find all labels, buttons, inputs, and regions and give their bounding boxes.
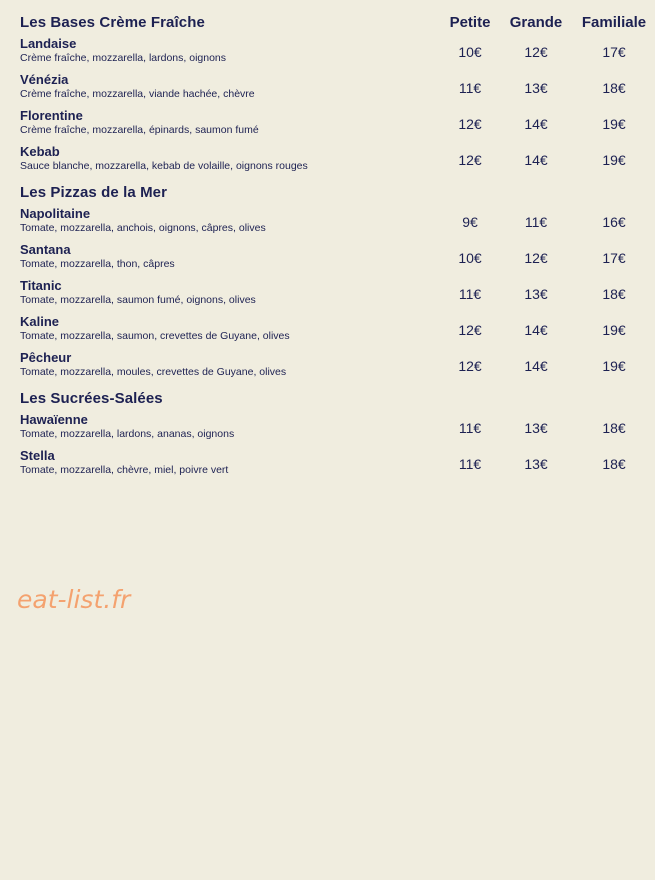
- menu-item: [0, 308, 655, 344]
- item-description: Tomate, mozzarella, saumon fumé, oignons, olives: [20, 294, 256, 306]
- menu-item: [0, 344, 655, 380]
- price-grande: 14€: [524, 358, 548, 374]
- price-familiale: 19€: [602, 322, 626, 338]
- price-petite: 11€: [458, 286, 482, 302]
- item-description: Sauce blanche, mozzarella, kebab de volaille, oignons rouges: [20, 160, 308, 172]
- price-petite: 11€: [458, 420, 482, 436]
- price-grande: 12€: [524, 250, 548, 266]
- menu-item: [0, 102, 655, 138]
- menu-item: [0, 66, 655, 102]
- section-title: Les Pizzas de la Mer: [20, 184, 168, 201]
- item-name: Florentine: [20, 108, 83, 123]
- item-name: Kebab: [20, 144, 60, 159]
- menu-item: [0, 272, 655, 308]
- item-name: Landaise: [20, 36, 77, 51]
- item-name: Kaline: [20, 314, 60, 329]
- menu-item: [0, 406, 655, 442]
- item-description: Tomate, mozzarella, moules, crevettes de Guyane, olives: [20, 366, 287, 378]
- item-description: Tomate, mozzarella, lardons, ananas, oignons: [20, 428, 235, 440]
- section-header: [0, 174, 655, 200]
- item-description: Tomate, mozzarella, saumon, crevettes de Guyane, olives: [20, 330, 290, 342]
- item-name: Napolitaine: [20, 206, 91, 221]
- price-grande: 13€: [524, 456, 548, 472]
- price-familiale: 18€: [602, 286, 626, 302]
- price-grande: 12€: [524, 44, 548, 60]
- item-name: Santana: [20, 242, 71, 257]
- price-petite: 12€: [458, 152, 482, 168]
- price-grande: 13€: [524, 286, 548, 302]
- price-familiale: 19€: [602, 152, 626, 168]
- price-familiale: 19€: [602, 358, 626, 374]
- item-description: Crème fraîche, mozzarella, lardons, oignons: [20, 52, 227, 64]
- price-petite: 10€: [458, 44, 482, 60]
- price-familiale: 19€: [602, 116, 626, 132]
- item-name: Hawaïenne: [20, 412, 88, 427]
- menu-item: [0, 200, 655, 236]
- price-familiale: 18€: [602, 80, 626, 96]
- item-name: Pêcheur: [20, 350, 72, 365]
- item-description: Tomate, mozzarella, anchois, oignons, câpres, olives: [20, 222, 266, 234]
- price-petite: 9€: [462, 214, 478, 230]
- item-name: Stella: [20, 448, 55, 463]
- item-description: Tomate, mozzarella, thon, câpres: [20, 258, 175, 270]
- column-header-grande: Grande: [509, 14, 563, 31]
- price-familiale: 17€: [602, 250, 626, 266]
- price-grande: 11€: [524, 214, 548, 230]
- price-grande: 14€: [524, 116, 548, 132]
- menu-item: [0, 30, 655, 66]
- column-header-familiale: Familiale: [581, 14, 647, 31]
- price-grande: 14€: [524, 152, 548, 168]
- price-petite: 11€: [458, 80, 482, 96]
- price-petite: 12€: [458, 116, 482, 132]
- price-familiale: 18€: [602, 420, 626, 436]
- section-title: Les Sucrées-Salées: [20, 390, 163, 407]
- price-familiale: 16€: [602, 214, 626, 230]
- section-header: [0, 380, 655, 406]
- price-petite: 10€: [458, 250, 482, 266]
- item-description: Crème fraîche, mozzarella, épinards, saumon fumé: [20, 124, 259, 136]
- price-grande: 14€: [524, 322, 548, 338]
- price-familiale: 18€: [602, 456, 626, 472]
- price-grande: 13€: [524, 420, 548, 436]
- section-header: [0, 0, 655, 30]
- menu-item: [0, 442, 655, 478]
- price-petite: 11€: [458, 456, 482, 472]
- price-petite: 12€: [458, 322, 482, 338]
- price-petite: 12€: [458, 358, 482, 374]
- item-name: Vénézia: [20, 72, 69, 87]
- section-title: Les Bases Crème Fraîche: [20, 14, 205, 31]
- item-name: Titanic: [20, 278, 62, 293]
- item-description: Crème fraîche, mozzarella, viande hachée, chèvre: [20, 88, 255, 100]
- price-familiale: 17€: [602, 44, 626, 60]
- column-header-petite: Petite: [449, 14, 491, 31]
- menu-item: [0, 138, 655, 174]
- price-grande: 13€: [524, 80, 548, 96]
- watermark: eat-list.fr: [17, 585, 131, 614]
- menu-item: [0, 236, 655, 272]
- item-description: Tomate, mozzarella, chèvre, miel, poivre vert: [20, 464, 229, 476]
